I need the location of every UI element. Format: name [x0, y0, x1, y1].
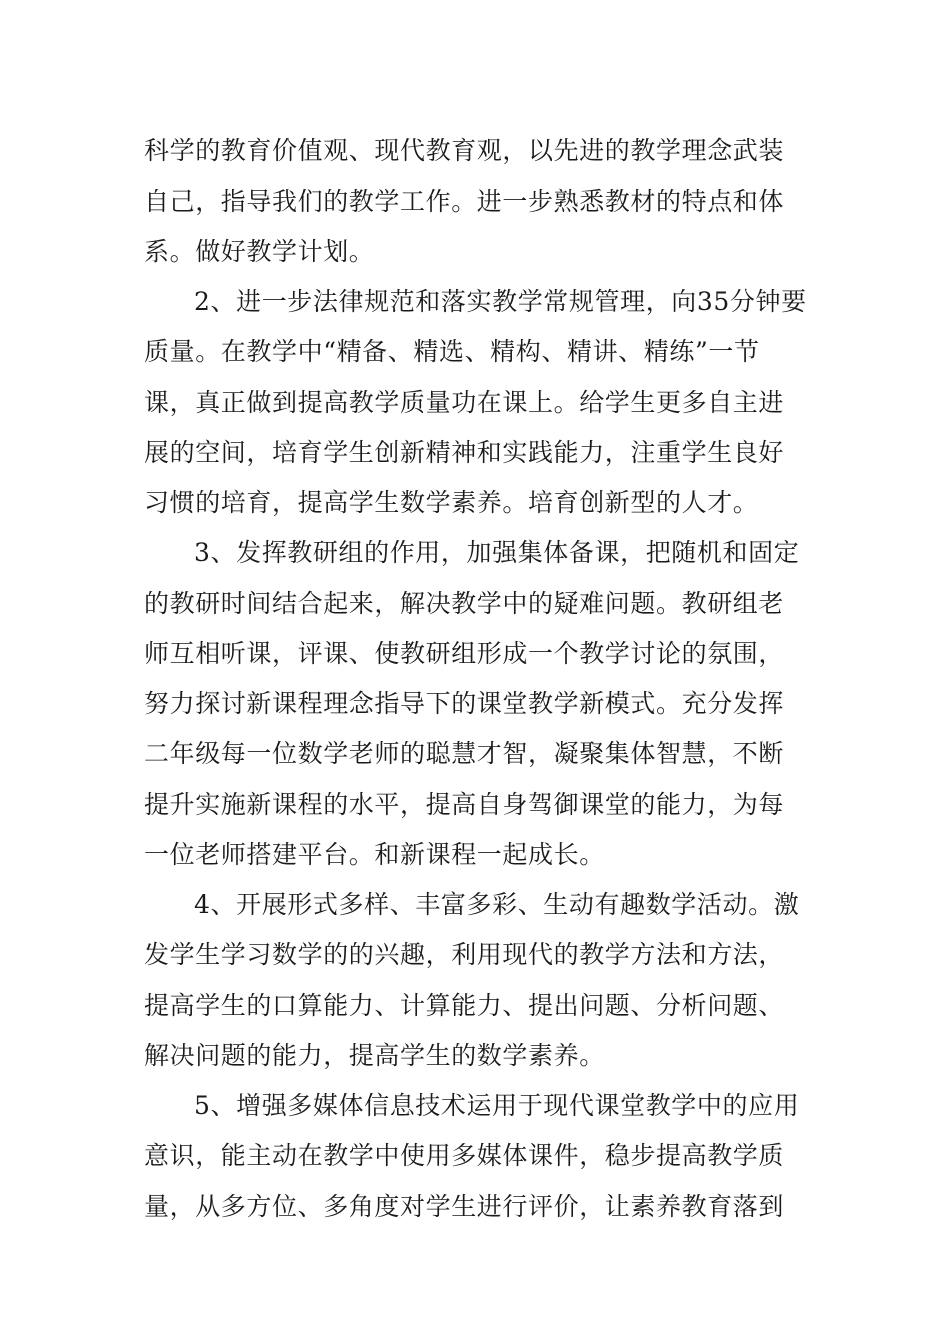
- paragraph-4-start: 4、开展形式多样、丰富多彩、生动有趣数学活动。激: [194, 890, 800, 919]
- text-line: 提高学生的口算能力、计算能力、提出问题、分析问题、: [144, 991, 785, 1020]
- text-line: 科学的教育价值观、现代教育观，以先进的教学理念武装: [144, 136, 785, 165]
- text-line: 展的空间，培育学生创新精神和实践能力，注重学生良好: [144, 438, 785, 467]
- text-line: 系。做好教学计划。: [144, 237, 375, 266]
- text-line: 发学生学习数学的的兴趣，利用现代的教学方法和方法，: [144, 940, 785, 969]
- text-line: 课，真正做到提高教学质量功在课上。给学生更多自主进: [144, 388, 785, 417]
- text-line: 习惯的培育，提高学生数学素养。培育创新型的人才。: [144, 488, 759, 517]
- text-line: 师互相听课，评课、使教研组形成一个教学讨论的氛围，: [144, 639, 785, 668]
- paragraph-5-start: 5、增强多媒体信息技术运用于现代课堂教学中的应用: [194, 1091, 800, 1120]
- text-line: 自己，指导我们的教学工作。进一步熟悉教材的特点和体: [144, 187, 785, 216]
- text-line: 解决问题的能力，提高学生的数学素养。: [144, 1041, 605, 1070]
- text-line: 二年级每一位数学老师的聪慧才智，凝聚集体智慧，不断: [144, 739, 785, 768]
- text-line: 量，从多方位、多角度对学生进行评价，让素养教育落到: [144, 1192, 785, 1221]
- paragraph-3-start: 3、发挥教研组的作用，加强集体备课，把随机和固定: [194, 538, 800, 567]
- text-line: 质量。在教学中“精备、精选、精构、精讲、精练”一节: [144, 337, 760, 366]
- text-line: 的教研时间结合起来，解决教学中的疑难问题。教研组老: [144, 589, 785, 618]
- text-line: 提升实施新课程的水平，提高自身驾御课堂的能力，为每: [144, 790, 785, 819]
- text-line: 意识，能主动在教学中使用多媒体课件，稳步提高教学质: [144, 1141, 785, 1170]
- text-line: 一位老师搭建平台。和新课程一起成长。: [144, 840, 605, 869]
- paragraph-2-start: 2、进一步法律规范和落实教学常规管理，向35分钟要: [194, 287, 807, 316]
- text-line: 努力探讨新课程理念指导下的课堂教学新模式。充分发挥: [144, 689, 785, 718]
